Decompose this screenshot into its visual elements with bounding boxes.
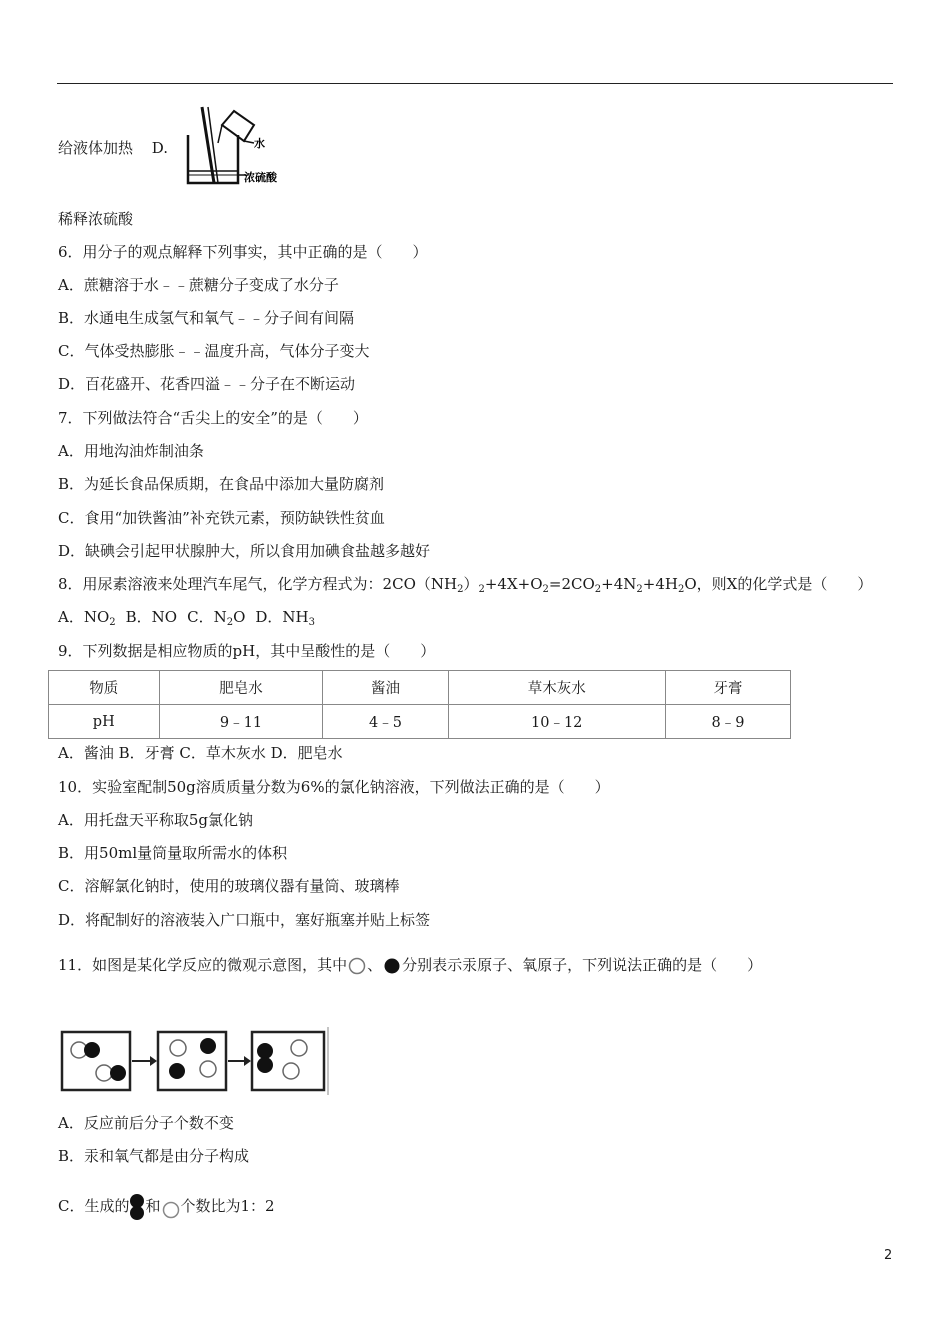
table-header-cell: 物质 <box>49 671 160 705</box>
q8-option-d: D．NH <box>255 608 309 626</box>
q7-option-a: A．用地沟油炸制油条 <box>58 442 204 460</box>
oxygen-atom-icon <box>382 956 402 976</box>
q8-option-b: B．NO <box>125 608 178 626</box>
table-header-cell: 肥皂水 <box>159 671 323 705</box>
q9-options: A．酱油 B．牙膏 C．草木灰水 D．肥皂水 <box>58 744 343 762</box>
q8-subscript: 2 <box>457 584 464 595</box>
fig-label-acid: 浓硫酸 <box>244 171 277 184</box>
page-number: 2 <box>884 1248 893 1263</box>
q8-subscript: 2 <box>636 584 643 595</box>
q6-option-c: C．气体受热膨胀﹣﹣温度升高，气体分子变大 <box>58 342 370 360</box>
q5-option-d-text: 稀释浓硫酸 <box>58 210 134 228</box>
q11-stem <box>58 955 762 976</box>
q8-options <box>58 607 315 633</box>
q8-stem-part: +4X+O <box>484 575 543 593</box>
q11-stem-part: 11．如图是某化学反应的微观示意图，其中 <box>58 956 348 974</box>
table-cell: 10﹣12 <box>448 705 665 739</box>
q11-stem-part: 、 <box>367 956 383 974</box>
table-header-row <box>49 671 791 705</box>
q6-option-b: B．水通电生成氢气和氧气﹣﹣分子间有间隔 <box>58 309 355 327</box>
q8-stem-part: =2CO <box>548 575 595 593</box>
table-header-cell: 酱油 <box>323 671 448 705</box>
q11-stem-part: 分别表示汞原子、氧原子，下列说法正确的是（ ） <box>402 956 763 974</box>
q8-subscript: 2 <box>226 617 234 628</box>
header-rule <box>57 83 893 84</box>
q8-stem-part: +4H <box>642 575 678 593</box>
q8-stem-part: ） <box>463 575 479 593</box>
q10-option-c: C．溶解氯化钠时，使用的玻璃仪器有量筒、玻璃棒 <box>58 877 400 895</box>
q11-option-a: A．反应前后分子个数不变 <box>58 1114 234 1132</box>
table-cell: 8﹣9 <box>665 705 790 739</box>
q11-option-c <box>58 1192 275 1222</box>
q5-tail-line <box>58 138 168 158</box>
q7-option-c: C．食用“加铁酱油”补充铁元素，预防缺铁性贫血 <box>58 509 385 527</box>
q7-option-d: D．缺碘会引起甲状腺肿大，所以食用加碘食盐越多越好 <box>58 542 431 560</box>
ph-table <box>48 670 791 739</box>
table-cell: 4﹣5 <box>323 705 448 739</box>
q8-option-c: C．N <box>187 608 227 626</box>
table-header-cell: 牙膏 <box>665 671 790 705</box>
dilute-acid-figure <box>182 105 278 187</box>
q8-subscript: 2 <box>109 617 116 628</box>
q5-tail-text: 给液体加热 <box>58 139 134 157</box>
q9-stem: 9．下列数据是相应物质的pH，其中呈酸性的是（ ） <box>58 642 436 660</box>
q8-option-a: A．NO <box>58 608 110 626</box>
q8-subscript: 2 <box>677 584 685 595</box>
q8-subscript: 2 <box>478 584 485 595</box>
table-row <box>49 705 791 739</box>
mercury-atom-icon <box>347 956 367 976</box>
q8-subscript: 2 <box>542 584 549 595</box>
q5-option-d-letter: D. <box>151 139 169 157</box>
q11-option-c-part: C．生成的 <box>58 1197 130 1215</box>
table-cell: 9﹣11 <box>159 705 323 739</box>
fig-label-water: 水 <box>254 137 265 150</box>
q8-subscript: 3 <box>308 617 315 628</box>
q11-option-c-part: 和 <box>145 1197 161 1215</box>
mercury-atom-icon <box>161 1194 181 1220</box>
q8-stem-part: 8．用尿素溶液来处理汽车尾气，化学方程式为：2CO（NH <box>58 575 458 593</box>
table-header-cell: 草木灰水 <box>448 671 665 705</box>
q6-option-a: A．蔗糖溶于水﹣﹣蔗糖分子变成了水分子 <box>58 276 339 294</box>
q11-option-c-part: 个数比为1：2 <box>180 1197 275 1215</box>
q11-option-b: B．汞和氧气都是由分子构成 <box>58 1147 250 1165</box>
q10-option-a: A．用托盘天平称取5g氯化钠 <box>58 811 253 829</box>
oxygen-molecule-icon <box>129 1192 145 1222</box>
q8-subscript: 2 <box>594 584 602 595</box>
q10-option-d: D．将配制好的溶液装入广口瓶中，塞好瓶塞并贴上标签 <box>58 911 431 929</box>
q8-option-c-tail: O <box>233 608 246 626</box>
q10-option-b: B．用50ml量筒量取所需水的体积 <box>58 844 288 862</box>
q8-stem <box>58 574 872 600</box>
table-cell: pH <box>49 705 160 739</box>
q8-stem-part: O，则X的化学式是（ ） <box>684 575 873 593</box>
q10-stem: 10．实验室配制50g溶质质量分数为6%的氯化钠溶液，下列做法正确的是（ ） <box>58 778 610 796</box>
q8-stem-part: +4N <box>601 575 637 593</box>
q7-option-b: B．为延长食品保质期，在食品中添加大量防腐剂 <box>58 475 385 493</box>
q7-stem: 7．下列做法符合“舌尖上的安全”的是（ ） <box>58 409 368 427</box>
q6-option-d: D．百花盛开、花香四溢﹣﹣分子在不断运动 <box>58 375 356 393</box>
reaction-micro-diagram <box>58 1025 330 1097</box>
q6-stem: 6．用分子的观点解释下列事实，其中正确的是（ ） <box>58 243 428 261</box>
